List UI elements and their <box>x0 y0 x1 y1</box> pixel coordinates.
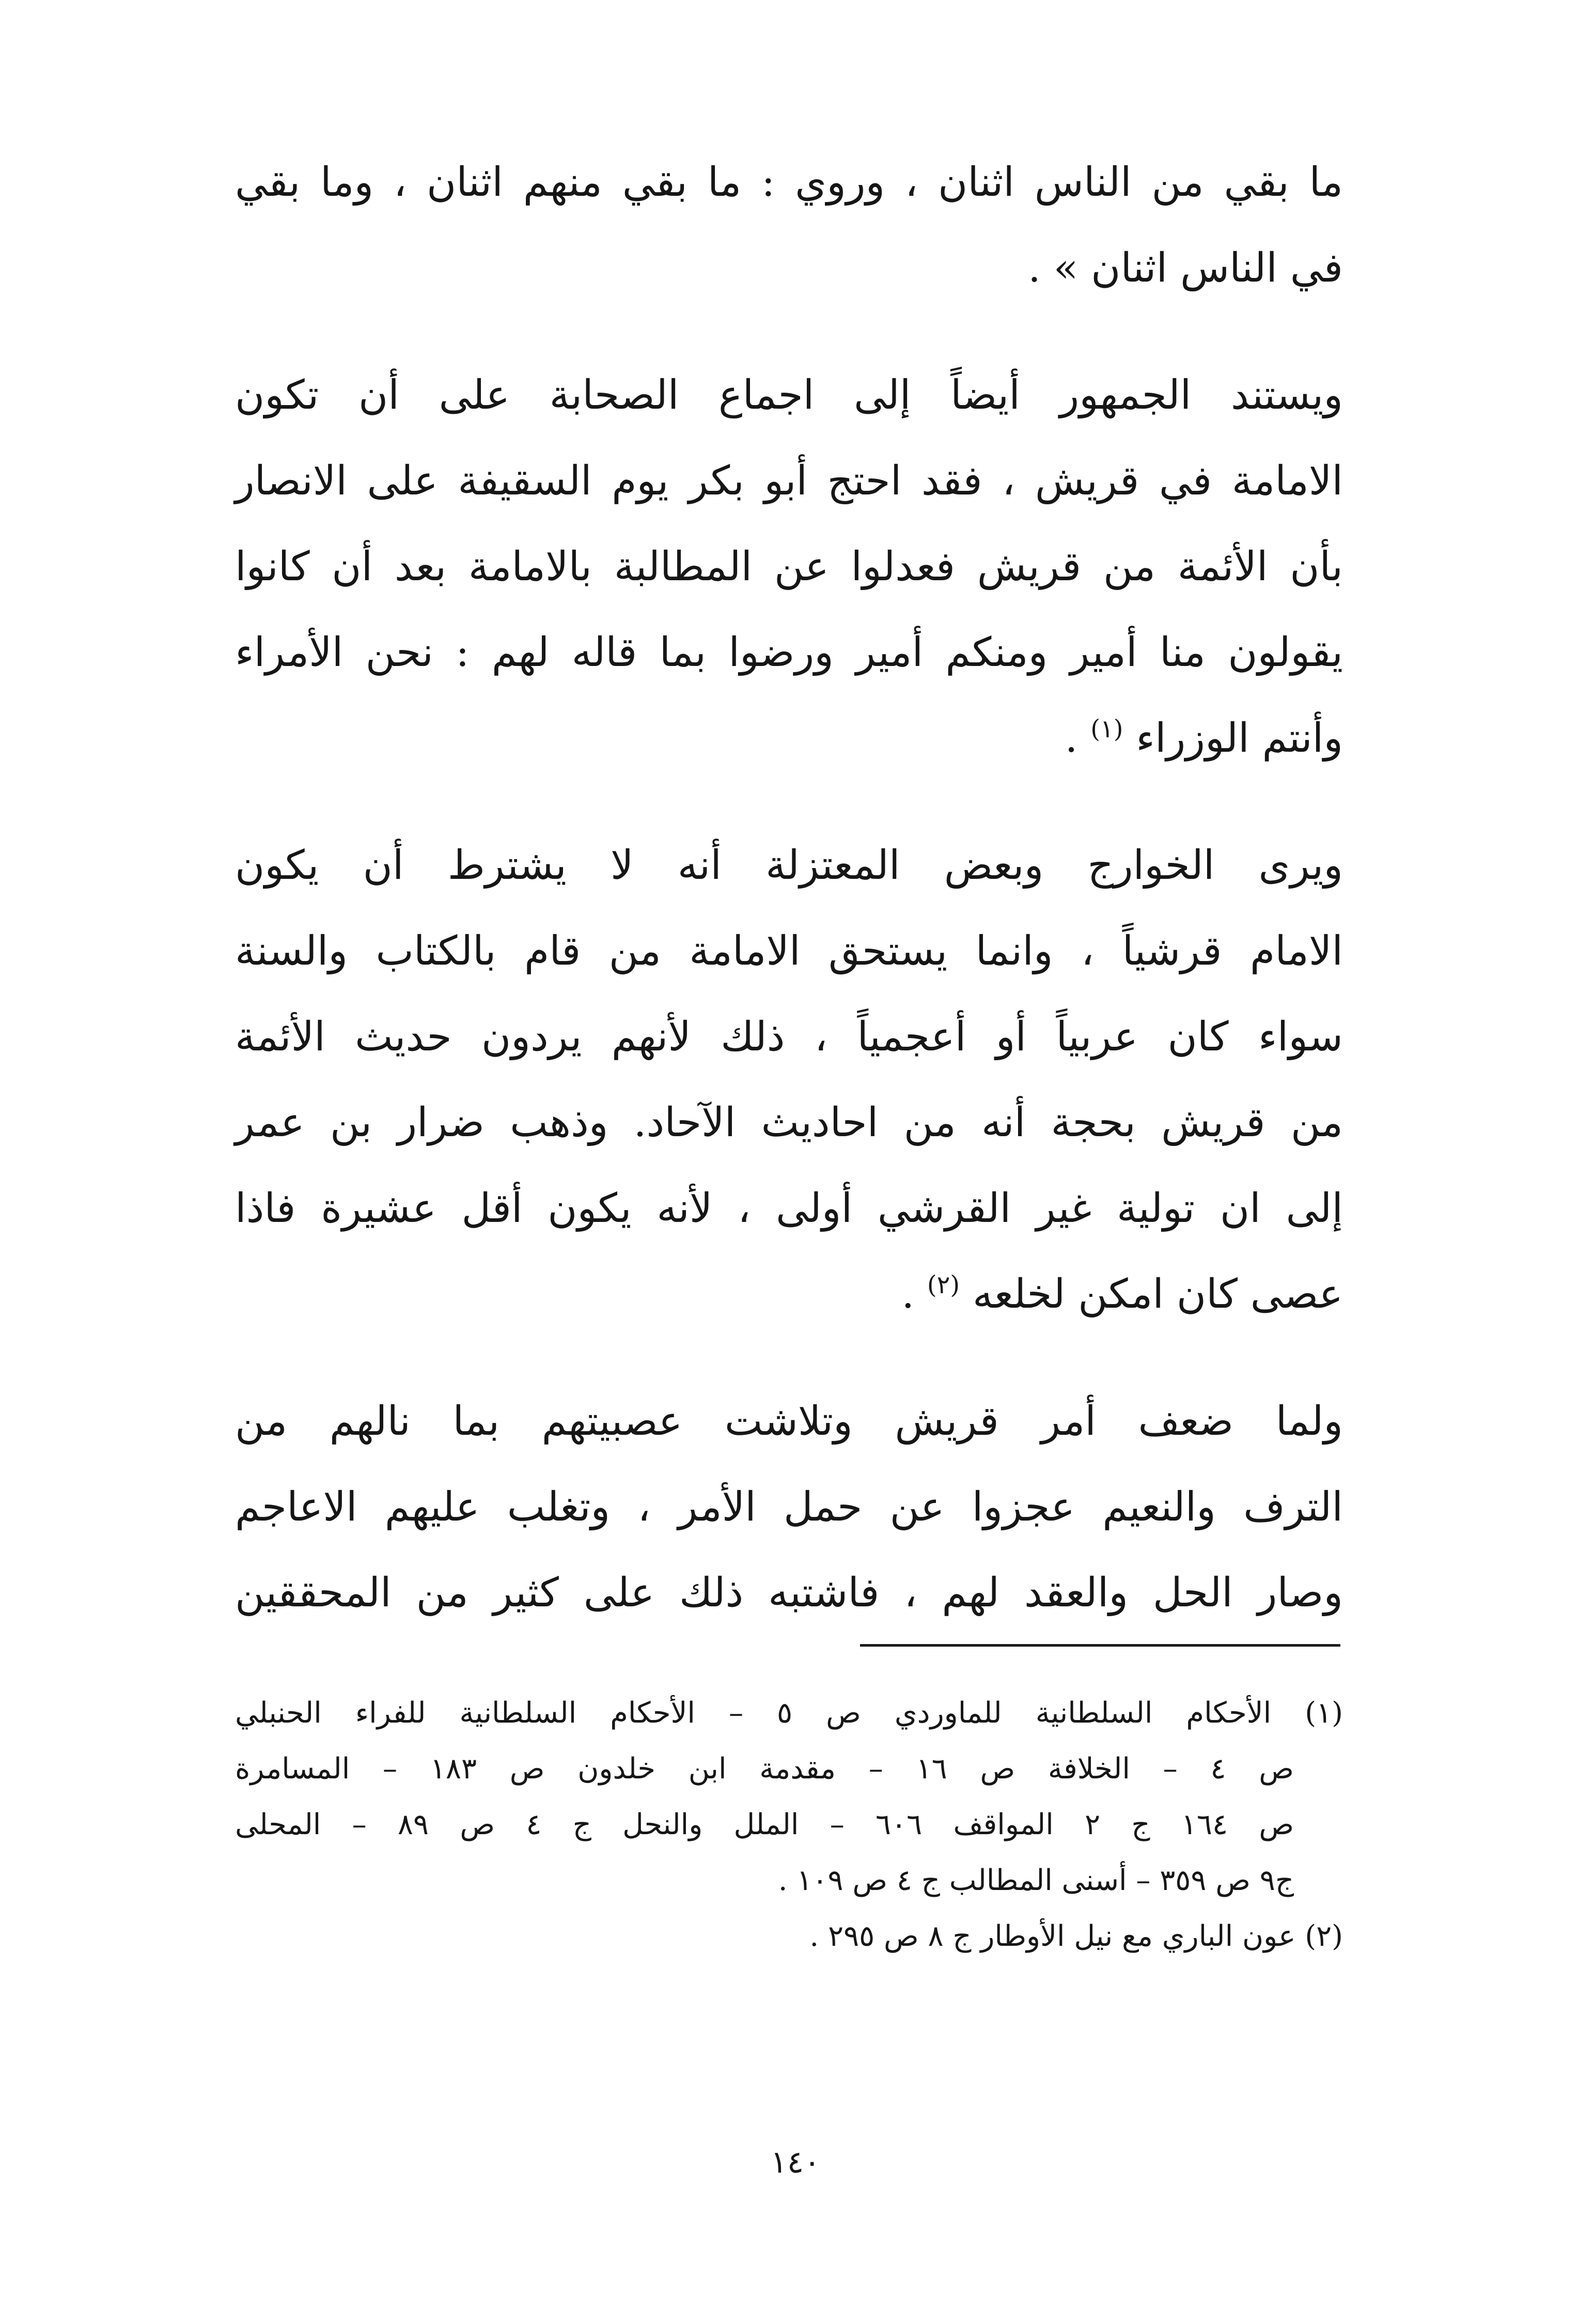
page-number: ١٤٠ <box>770 2144 821 2180</box>
footnotes <box>235 1685 1343 1964</box>
footnote-line: ج٩ ص ٣٥٩ – أسنى المطالب ج ٤ ص ١٠٩ . <box>778 1864 1294 1897</box>
text-line: ويرى الخوارج وبعض المعتزلة أنه لا يشترط أن يكون <box>235 842 1343 889</box>
text-line: الامامة في قريش ، فقد احتج أبو بكر يوم السقيفة على الانصار <box>235 458 1343 504</box>
paragraph-1 <box>235 140 1343 311</box>
text-line: ولما ضعف أمر قريش وتلاشت عصبيتهم بما نالهم من <box>235 1398 1343 1445</box>
text-line <box>235 695 1343 781</box>
text-line <box>235 1251 1343 1337</box>
footnote-line: (٢) عون الباري مع نيل الأوطار ج ٨ ص ٢٩٥ . <box>809 1919 1343 1953</box>
body-text <box>235 140 1343 1677</box>
paragraph-4 <box>235 1378 1343 1636</box>
text-segment: وأنتم الوزراء <box>1136 715 1343 762</box>
text-line: بأن الأئمة من قريش فعدلوا عن المطالبة بالامامة بعد أن كانوا <box>235 544 1343 590</box>
text-line: سواء كان عربياً أو أعجمياً ، ذلك لأنهم يردون حديث الأئمة <box>235 1014 1343 1060</box>
footnote-reference: (١) <box>1090 715 1123 743</box>
text-line: ويستند الجمهور أيضاً إلى اجماع الصحابة على أن تكون <box>235 372 1343 419</box>
footnote-line: ص ٤ – الخلافة ص ١٦ – مقدمة ابن خلدون ص ١٨٣ – المسامرة <box>235 1752 1294 1786</box>
text-line: الترف والنعيم عجزوا عن حمل الأمر ، وتغلب عليهم الاعاجم <box>235 1484 1343 1530</box>
paragraph-3 <box>235 823 1343 1337</box>
footnote-line: (١) الأحكام السلطانية للماوردي ص ٥ – الأحكام السلطانية للفراء الحنبلي <box>235 1696 1343 1730</box>
text-line: وصار الحل والعقد لهم ، فاشتبه ذلك على كثير من المحققين <box>235 1570 1343 1616</box>
text-line: إلى ان تولية غير القرشي أولى ، لأنه يكون أقل عشيرة فاذا <box>235 1185 1343 1232</box>
text-segment: عصى كان امكن لخلعه <box>972 1271 1343 1318</box>
text-line: الامام قرشياً ، وانما يستحق الامامة من قام بالكتاب والسنة <box>235 928 1343 974</box>
footnote-line: ص ١٦٤ ج ٢ المواقف ٦٠٦ – الملل والنحل ج ٤ ص ٨٩ – المحلى <box>235 1808 1294 1841</box>
text-line: من قريش بحجة أنه من احاديث الآحاد. وذهب ضرار بن عمر <box>235 1099 1343 1146</box>
paragraph-2 <box>235 352 1343 781</box>
footnote-reference: (٢) <box>927 1271 960 1299</box>
text-segment: . <box>1065 715 1091 762</box>
text-line: في الناس اثنان » . <box>1028 245 1343 291</box>
text-segment: . <box>901 1271 927 1318</box>
footnote-separator <box>860 1644 1340 1647</box>
text-line: يقولون منا أمير ومنكم أمير ورضوا بما قاله لهم : نحن الأمراء <box>235 629 1343 676</box>
text-line: ما بقي من الناس اثنان ، وروي : ما بقي منهم اثنان ، وما بقي <box>235 159 1343 206</box>
